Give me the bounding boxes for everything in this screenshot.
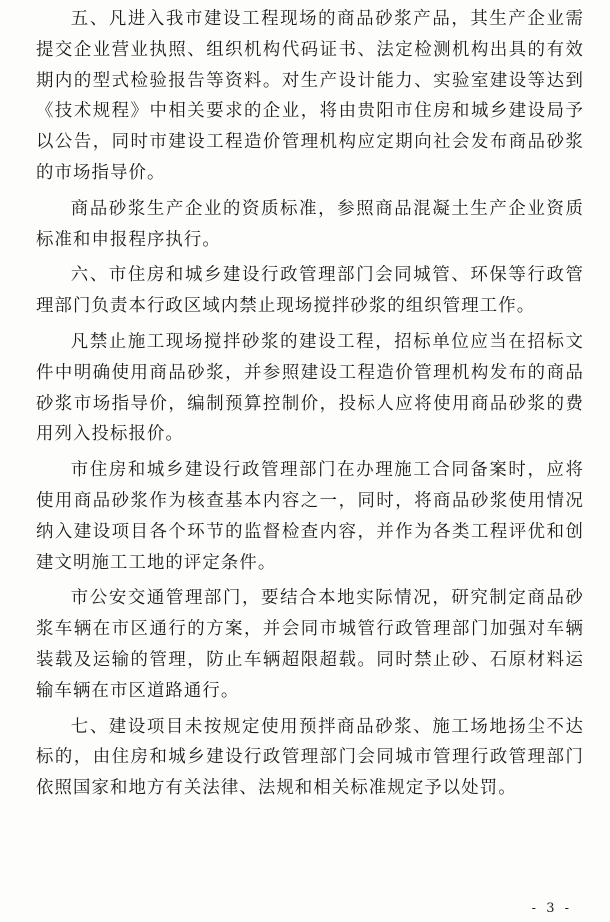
paragraph-traffic-management: 市公安交通管理部门，要结合本地实际情况，研究制定商品砂浆车辆在市区通行的方案，并会同市城管行政管理部门加强对车辆装载及运输的管理，防止车辆超限超载。同时禁止砂、石原材料运输车辆在市区道路通行。 [36,588,584,701]
paragraph-section-5: 五、凡进入我市建设工程现场的商品砂浆产品，其生产企业需提交企业营业执照、组织机构代码证书、法定检测机构出具的有效期内的型式检验报告等资料。对生产设计能力、实验室建设等达到《技术规程》中相关要求的企业，将由贵阳市住房和城乡建设局予以公告，同时市建设工程造价管理机构应定期向社会发布商品砂浆的市场指导价。 [36,9,584,183]
paragraph-contract-filing: 市住房和城乡建设行政管理部门在办理施工合同备案时，应将使用商品砂浆作为核查基本内容之一，同时，将商品砂浆使用情况纳入建设项目各个环节的监督检查内容，并作为各类工程评优和创建文明施工工地的评定条件。 [36,460,584,573]
page-number: - 3 - [531,901,572,916]
document-body [36,4,584,809]
paragraph-section-6: 六、市住房和城乡建设行政管理部门会同城管、环保等行政管理部门负责本行政区域内禁止现场搅拌砂浆的组织管理工作。 [36,265,584,317]
paragraph-section-7: 七、建设项目未按规定使用预拌商品砂浆、施工场地扬尘不达标的，由住房和城乡建设行政管理部门会同城市管理行政管理部门依照国家和地方有关法律、法规和相关标准规定予以处罚。 [36,716,584,799]
paragraph-qualification-standard: 商品砂浆生产企业的资质标准，参照商品混凝土生产企业资质标准和申报程序执行。 [36,198,584,250]
paragraph-tender-requirements: 凡禁止施工现场搅拌砂浆的建设工程，招标单位应当在招标文件中明确使用商品砂浆，并参照建设工程造价管理机构发布的商品砂浆市场指导价，编制预算控制价，投标人应将使用商品砂浆的费用列入投标报价。 [36,331,584,445]
